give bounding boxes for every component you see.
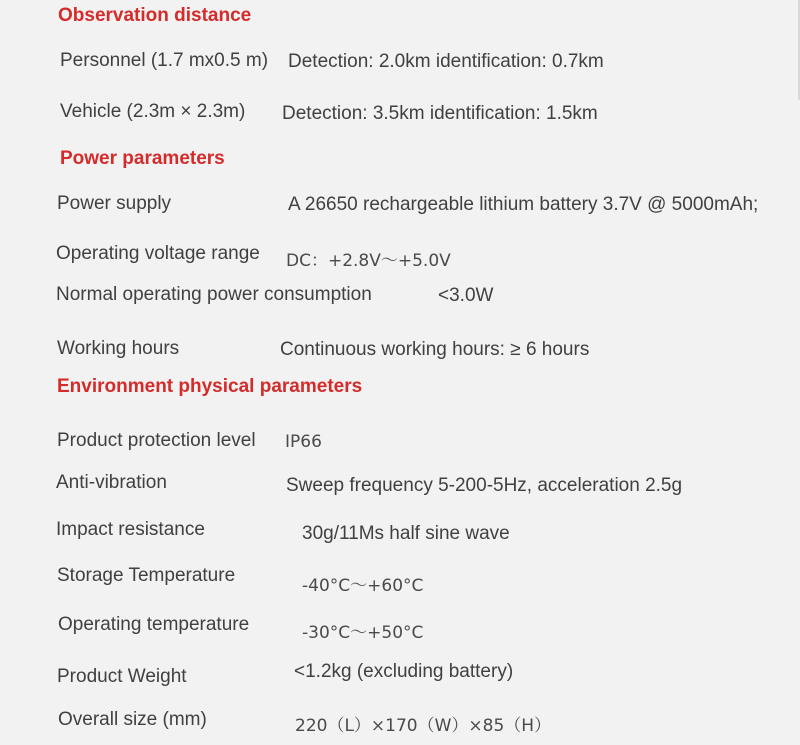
- spec-value-storage-temperature: -40°C～+60°C: [302, 576, 424, 596]
- spec-value-power-supply: A 26650 rechargeable lithium battery 3.7V @ 5000mAh;: [288, 194, 759, 215]
- spec-label-product-weight: Product Weight: [57, 666, 187, 687]
- spec-value-operating-temperature: -30°C～+50°C: [302, 623, 424, 643]
- spec-label-operating-temperature: Operating temperature: [58, 614, 250, 635]
- spec-value-vehicle: Detection: 3.5km identification: 1.5km: [282, 103, 598, 124]
- spec-label-power-consumption: Normal operating power consumption: [56, 284, 372, 305]
- spec-label-impact-resistance: Impact resistance: [56, 519, 205, 540]
- spec-label-protection-level: Product protection level: [57, 430, 256, 451]
- spec-value-impact-resistance: 30g/11Ms half sine wave: [302, 523, 510, 544]
- section-title-environment-physical: Environment physical parameters: [57, 376, 363, 397]
- spec-label-anti-vibration: Anti-vibration: [56, 472, 167, 493]
- section-title-observation-distance: Observation distance: [58, 5, 252, 26]
- spec-value-overall-size: 220（L）×170（W）×85（H）: [295, 716, 552, 736]
- spec-label-storage-temperature: Storage Temperature: [57, 565, 236, 586]
- spec-value-protection-level: IP66: [285, 432, 322, 452]
- spec-value-operating-voltage: DC：+2.8V～+5.0V: [286, 251, 451, 271]
- spec-value-personnel: Detection: 2.0km identification: 0.7km: [288, 51, 604, 72]
- spec-value-working-hours: Continuous working hours: ≥ 6 hours: [280, 339, 590, 360]
- spec-label-vehicle: Vehicle (2.3m × 2.3m): [60, 101, 246, 122]
- section-title-power-parameters: Power parameters: [60, 148, 225, 169]
- spec-label-personnel: Personnel (1.7 mx0.5 m): [60, 50, 269, 71]
- spec-label-power-supply: Power supply: [57, 193, 172, 214]
- spec-value-product-weight: <1.2kg (excluding battery): [294, 661, 514, 682]
- spec-label-working-hours: Working hours: [57, 338, 180, 359]
- spec-value-anti-vibration: Sweep frequency 5-200-5Hz, acceleration 2.5g: [286, 475, 683, 496]
- spec-label-overall-size: Overall size (mm): [58, 709, 207, 730]
- spec-label-operating-voltage: Operating voltage range: [56, 243, 260, 264]
- spec-value-power-consumption: <3.0W: [438, 285, 494, 306]
